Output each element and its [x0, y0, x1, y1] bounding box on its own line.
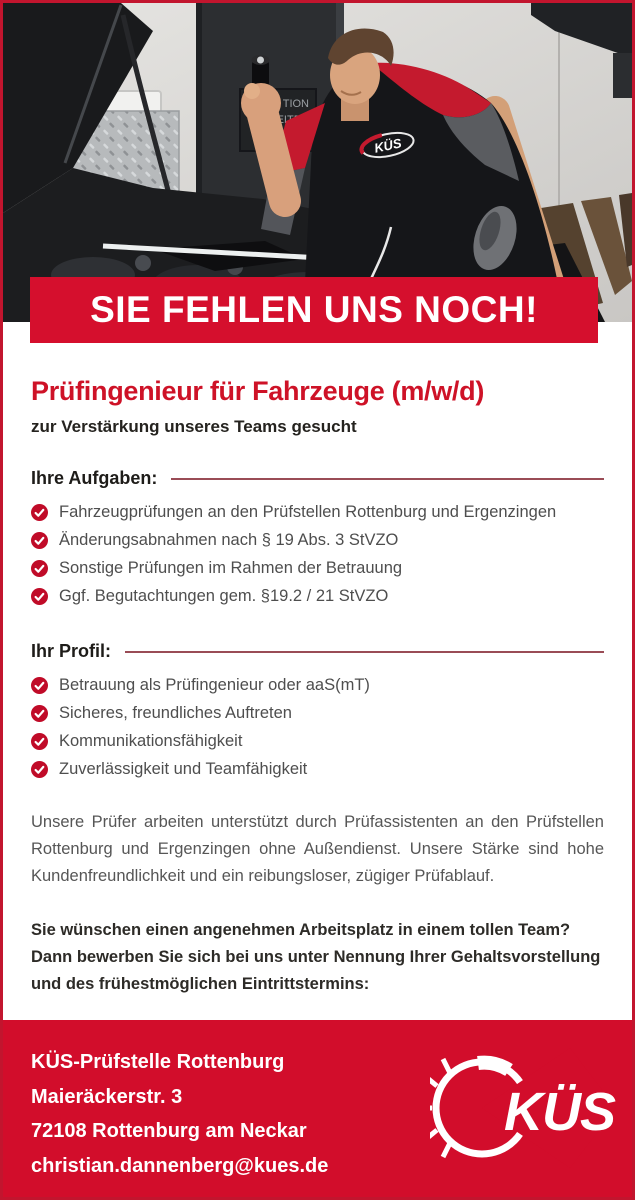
check-icon — [31, 761, 48, 778]
list-item-text: Ggf. Begutachtungen gem. §19.2 / 21 StVZO — [59, 586, 389, 605]
list-item-text: Änderungsabnahmen nach § 19 Abs. 3 StVZO — [59, 530, 399, 549]
sign-line: TION — [282, 98, 309, 110]
check-icon — [31, 532, 48, 549]
list-item — [31, 498, 604, 526]
check-icon — [31, 560, 48, 577]
check-icon — [31, 733, 48, 750]
list-item — [31, 554, 604, 582]
forearm — [263, 115, 285, 201]
check-icon — [31, 677, 48, 694]
address-line-email: christian.dannenberg@kues.de — [31, 1154, 329, 1177]
list-item-text: Sonstige Prüfungen im Rahmen der Betrauung — [59, 558, 403, 577]
list-item-text: Kommunikationsfähigkeit — [59, 731, 243, 750]
section-rule — [171, 478, 604, 480]
list-item — [31, 671, 604, 699]
section-rule — [125, 651, 604, 653]
shirt-logo-text: KÜS — [372, 135, 403, 156]
cta-paragraph: Sie wünschen einen angenehmen Arbeitsplatz in einem tollen Team? Dann bewerben Sie sich bei uns unter Nennung Ihrer Gehaltsvorstellung und des frühestmöglichen Eintrittstermins: — [31, 921, 601, 993]
address-line-street: Maieräckerstr. 3 — [31, 1085, 183, 1108]
address-line-company: KÜS-Prüfstelle Rottenburg — [31, 1051, 285, 1073]
aufgaben-list — [31, 498, 604, 610]
footer — [3, 1020, 632, 1197]
workshop-photo — [3, 3, 632, 322]
kues-logo-text: KÜS — [504, 1082, 616, 1142]
headline-banner — [30, 277, 598, 343]
list-item — [31, 727, 604, 755]
address-line-city: 72108 Rottenburg am Neckar — [31, 1120, 307, 1142]
list-item-text: Fahrzeugprüfungen an den Prüfstellen Rottenburg und Ergenzingen — [59, 502, 557, 521]
section-profil-heading: Ihr Profil: — [31, 641, 111, 661]
list-item-text: Betrauung als Prüfingenieur oder aaS(mT) — [59, 675, 370, 694]
section-aufgaben-heading: Ihre Aufgaben: — [31, 468, 158, 488]
list-item-text: Sicheres, freundliches Auftreten — [59, 703, 292, 722]
section-profil-header — [31, 641, 604, 662]
list-item — [31, 526, 604, 554]
kues-logo — [430, 1046, 620, 1172]
list-item — [31, 582, 604, 610]
list-item — [31, 755, 604, 783]
profil-list — [31, 671, 604, 783]
check-icon — [31, 588, 48, 605]
ad-content — [3, 343, 632, 998]
check-icon — [31, 705, 48, 722]
check-icon — [31, 504, 48, 521]
headline-banner-text: SIE FEHLEN UNS NOCH! — [90, 289, 538, 330]
list-item — [31, 699, 604, 727]
list-item-text: Zuverlässigkeit und Teamfähigkeit — [59, 759, 308, 778]
info-paragraph: Unsere Prüfer arbeiten unterstützt durch Prüfassistenten an den Prüfstellen Rottenburg und Ergenzingen ohne Außendienst. Unsere Stärke sind hohe Kundenfreundlichkeit und ein reibungsloser, zügiger Prüfablauf. — [31, 813, 604, 885]
section-aufgaben-header — [31, 468, 604, 489]
job-title: Prüfingenieur für Fahrzeuge (m/w/d) — [31, 376, 485, 406]
contact-address — [31, 1045, 328, 1183]
photo-illustration — [3, 3, 632, 322]
job-subtitle: zur Verstärkung unseres Teams gesucht — [31, 417, 357, 436]
